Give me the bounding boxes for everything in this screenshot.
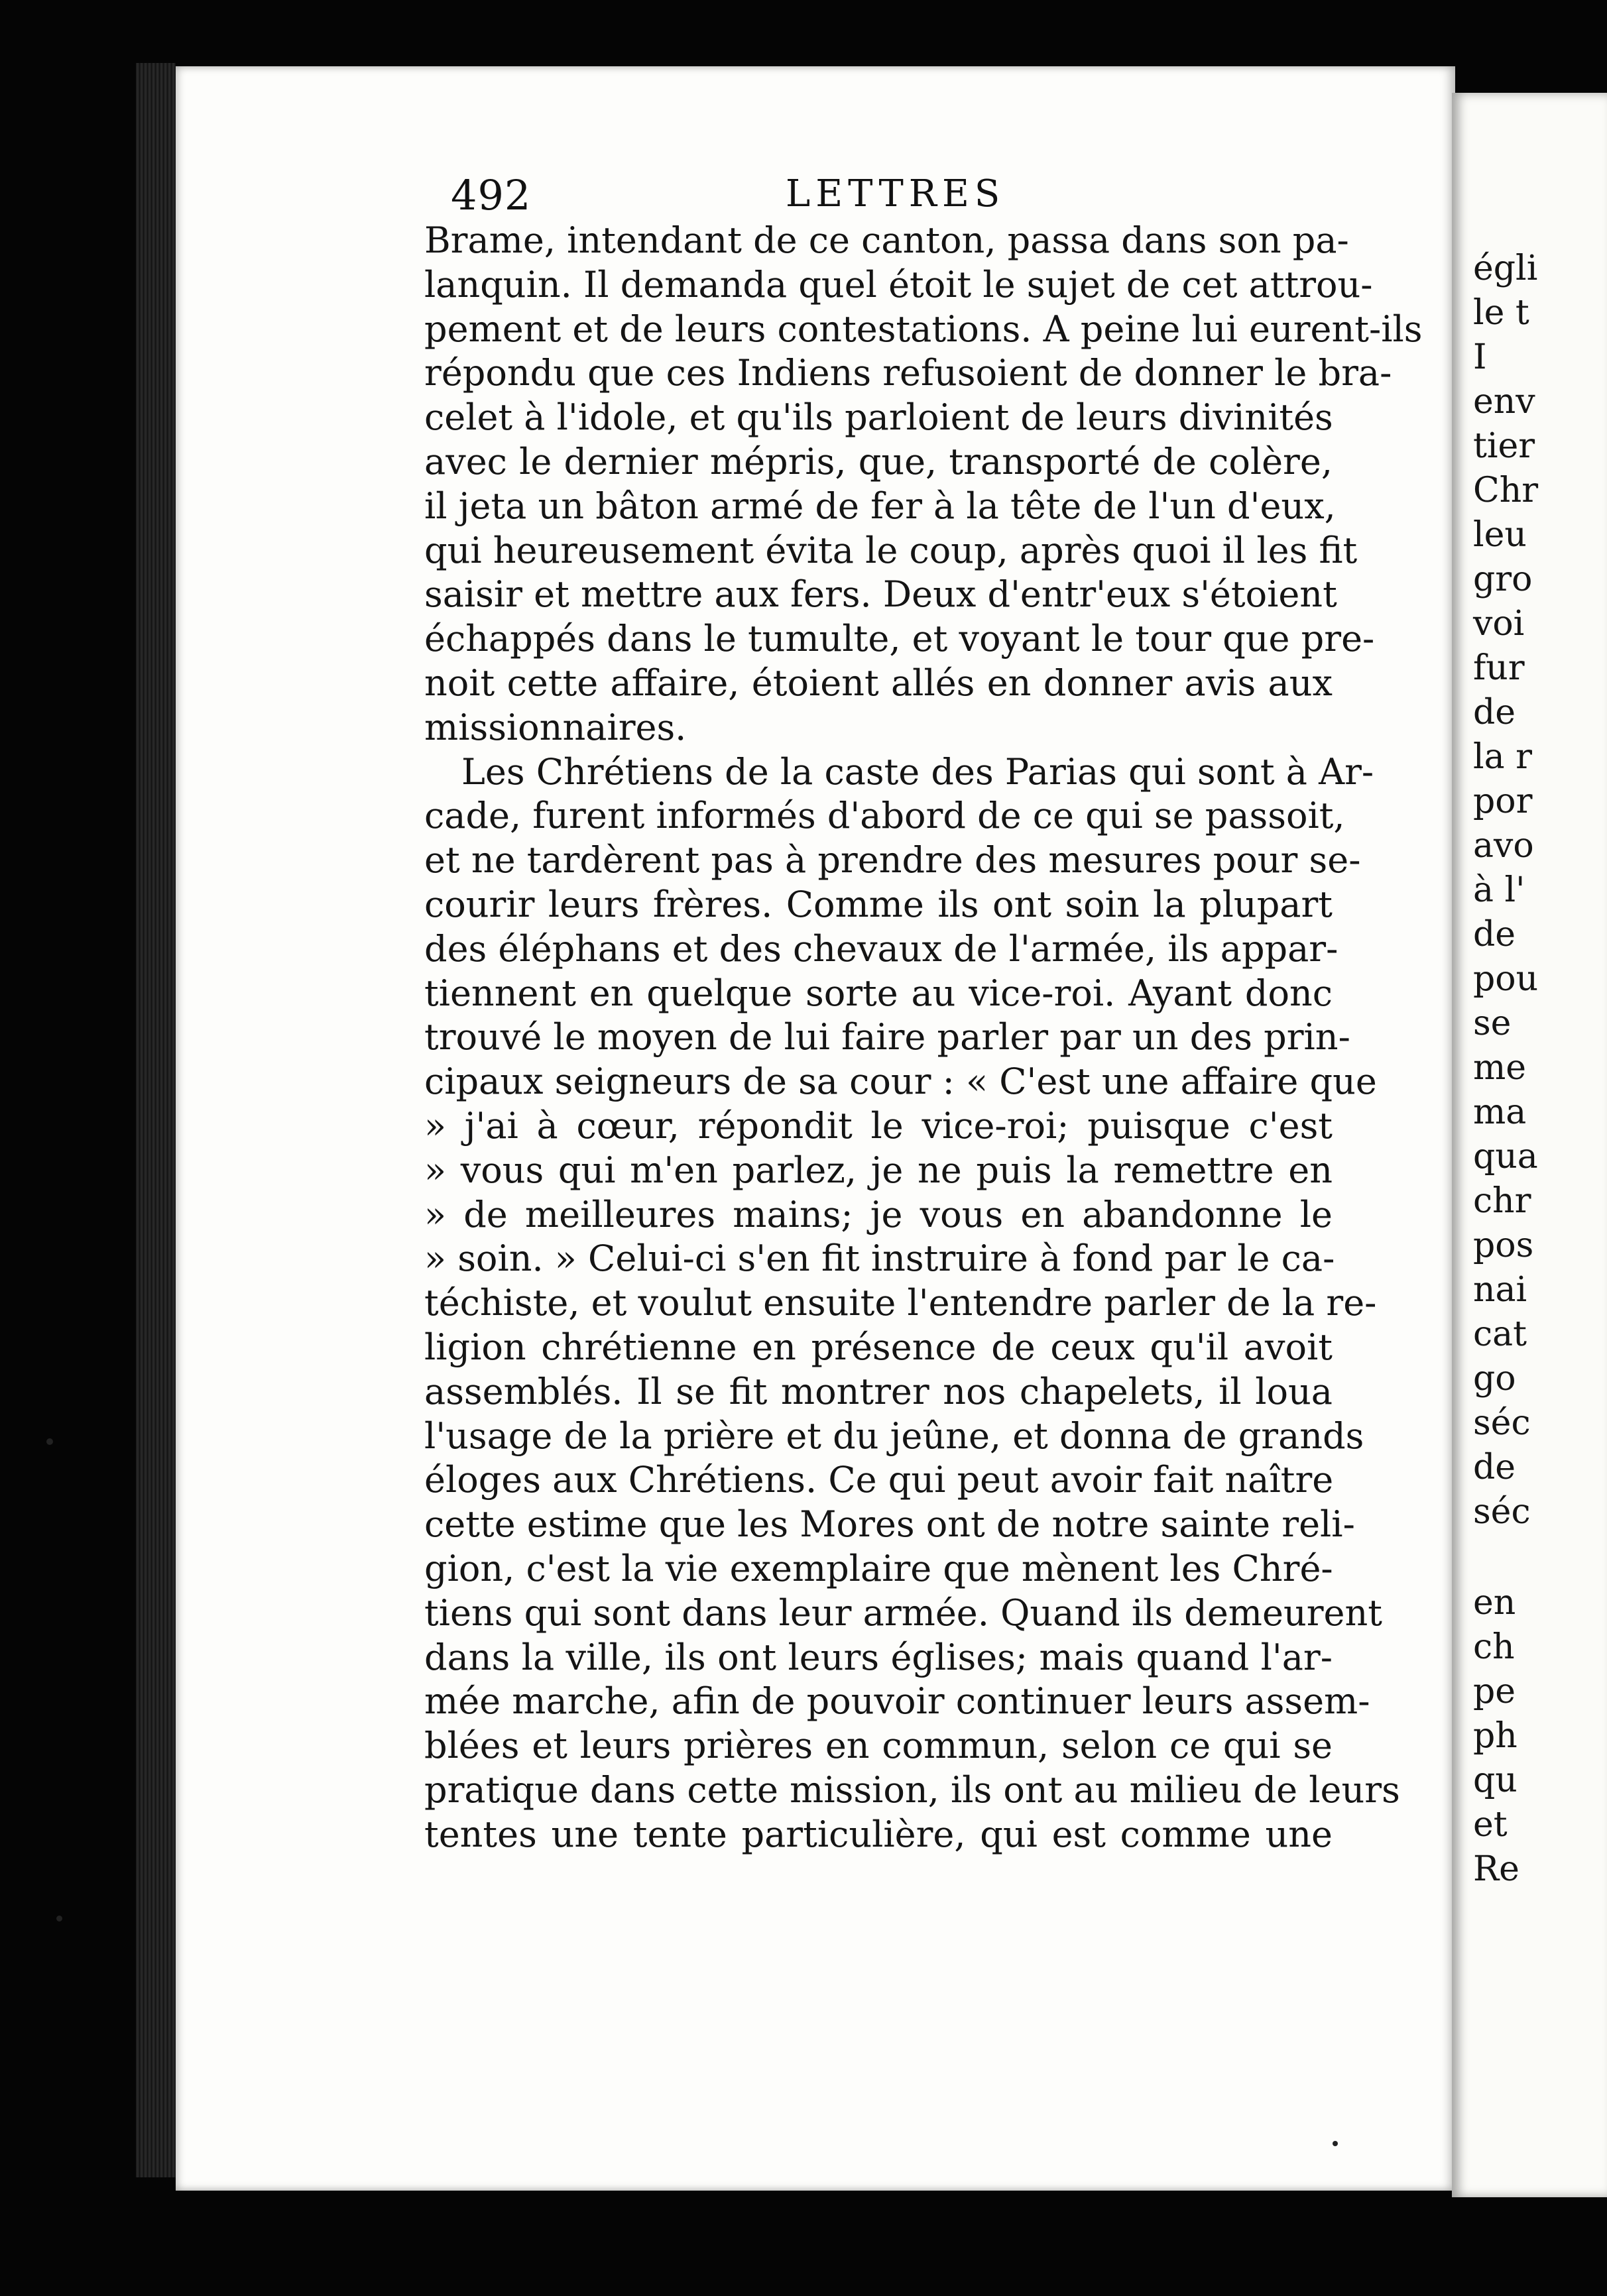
text-line: blées et leurs prières en commun, selon ce qui se <box>424 1725 1333 1767</box>
text-line: cette estime que les Mores ont de notre sainte reli- <box>424 1503 1355 1546</box>
facing-line-fragment: ph <box>1473 1716 1518 1756</box>
facing-line-fragment: fur <box>1473 648 1525 688</box>
facing-page-text <box>1473 247 1538 1892</box>
body-text <box>424 219 1423 1857</box>
facing-line-fragment: me <box>1473 1048 1527 1088</box>
facing-line-fragment: de <box>1473 1448 1516 1487</box>
text-line: » vous qui m'en parlez, je ne puis la remettre en <box>424 1149 1333 1191</box>
text-line: échappés dans le tumulte, et voyant le tour que pre- <box>424 618 1375 660</box>
facing-line-fragment: chr <box>1473 1181 1531 1221</box>
text-line: ligion chrétienne en présence de ceux qu'il avoit <box>424 1326 1333 1368</box>
page-stack-edge <box>136 63 176 2177</box>
text-line: » j'ai à cœur, répondit le vice-roi; puisque c'est <box>424 1104 1333 1147</box>
facing-line-fragment: avo <box>1473 826 1534 866</box>
text-line: gion, c'est la vie exemplaire que mènent les Chré- <box>424 1547 1333 1589</box>
facing-line-fragment: voi <box>1473 604 1525 644</box>
running-title: LETTRES <box>786 172 1006 215</box>
facing-line-fragment: le t <box>1473 293 1529 333</box>
facing-line-fragment: I <box>1473 337 1487 377</box>
facing-line-fragment: por <box>1473 781 1533 821</box>
text-line: pement et de leurs contestations. A peine lui eurent-ils <box>424 308 1423 350</box>
facing-line-fragment: pos <box>1473 1226 1534 1265</box>
facing-line-fragment <box>1473 1534 1538 1581</box>
facing-line-fragment: égli <box>1473 249 1538 288</box>
page-number: 492 <box>451 171 532 219</box>
facing-line-fragment: leu <box>1473 515 1527 555</box>
text-line: dans la ville, ils ont leurs églises; mais quand l'ar- <box>424 1636 1333 1678</box>
facing-line-fragment: pou <box>1473 959 1539 999</box>
facing-line-fragment: ch <box>1473 1627 1515 1667</box>
text-line: tentes une tente particulière, qui est comme une <box>424 1813 1333 1855</box>
scan-speck <box>46 1438 53 1445</box>
text-line: celet à l'idole, et qu'ils parloient de leurs divinités <box>424 396 1333 439</box>
text-line: pratique dans cette mission, ils ont au milieu de leurs <box>424 1768 1400 1811</box>
text-line: » soin. » Celui-ci s'en fit instruire à fond par le ca- <box>424 1237 1335 1280</box>
facing-line-fragment: séc <box>1473 1403 1531 1443</box>
text-line: avec le dernier mépris, que, transporté de colère, <box>424 440 1333 483</box>
facing-line-fragment: ma <box>1473 1092 1527 1132</box>
facing-line-fragment: se <box>1473 1004 1512 1043</box>
text-line: des éléphans et des chevaux de l'armée, ils appar- <box>424 927 1339 970</box>
text-line: Les Chrétiens de la caste des Parias qui sont à Ar- <box>461 750 1374 793</box>
scan-speck <box>1333 2141 1338 2146</box>
text-line: et ne tardèrent pas à prendre des mesures pour se- <box>424 839 1361 882</box>
facing-line-fragment: nai <box>1473 1270 1527 1310</box>
text-line: » de meilleures mains; je vous en abandonne le <box>424 1193 1333 1235</box>
facing-line-fragment: la r <box>1473 737 1533 777</box>
facing-line-fragment: de <box>1473 693 1516 732</box>
text-line: trouvé le moyen de lui faire parler par un des prin- <box>424 1016 1350 1059</box>
text-line: répondu que ces Indiens refusoient de donner le bra- <box>424 352 1392 394</box>
text-line: tiennent en quelque sorte au vice-roi. Ayant donc <box>424 972 1333 1014</box>
text-line: noit cette affaire, étoient allés en donner avis aux <box>424 661 1333 704</box>
facing-line-fragment: pe <box>1473 1672 1516 1711</box>
text-line: missionnaires. <box>424 706 687 748</box>
facing-line-fragment: gro <box>1473 559 1533 599</box>
facing-line-fragment: env <box>1473 382 1535 422</box>
text-line: tiens qui sont dans leur armée. Quand ils demeurent <box>424 1591 1382 1634</box>
text-line: assemblés. Il se fit montrer nos chapelets, il loua <box>424 1370 1333 1412</box>
text-line: Brame, intendant de ce canton, passa dans son pa- <box>424 219 1349 261</box>
text-line: éloges aux Chrétiens. Ce qui peut avoir fait naître <box>424 1459 1334 1501</box>
text-line: courir leurs frères. Comme ils ont soin la plupart <box>424 883 1333 925</box>
text-line: cade, furent informés d'abord de ce qui se passoit, <box>424 795 1345 837</box>
facing-line-fragment: cat <box>1473 1314 1527 1354</box>
text-line: téchiste, et voulut ensuite l'entendre parler de la re- <box>424 1282 1377 1324</box>
facing-line-fragment: Re <box>1473 1849 1519 1889</box>
scan-speck <box>56 1916 62 1922</box>
text-line: il jeta un bâton armé de fer à la tête de l'un d'eux, <box>424 485 1336 527</box>
text-line: lanquin. Il demanda quel étoit le sujet de cet attrou- <box>424 263 1373 306</box>
text-line: saisir et mettre aux fers. Deux d'entr'eux s'étoient <box>424 573 1337 616</box>
facing-line-fragment: Chr <box>1473 471 1539 510</box>
facing-page <box>1452 93 1607 2197</box>
facing-line-fragment: séc <box>1473 1492 1531 1532</box>
facing-line-fragment: de <box>1473 915 1516 954</box>
page-header <box>451 171 1339 224</box>
text-line: cipaux seigneurs de sa cour : « C'est une affaire que <box>424 1061 1377 1103</box>
text-line: l'usage de la prière et du jeûne, et donna de grands <box>424 1414 1364 1457</box>
facing-line-fragment: qu <box>1473 1760 1518 1800</box>
facing-line-fragment: et <box>1473 1805 1508 1845</box>
facing-line-fragment: à l' <box>1473 870 1525 910</box>
facing-line-fragment: tier <box>1473 426 1535 466</box>
facing-line-fragment: qua <box>1473 1137 1538 1177</box>
facing-line-fragment: go <box>1473 1359 1516 1399</box>
facing-line-fragment: en <box>1473 1583 1516 1623</box>
text-line: mée marche, afin de pouvoir continuer leurs assem- <box>424 1680 1370 1723</box>
text-line: qui heureusement évita le coup, après quoi il les fit <box>424 529 1358 571</box>
